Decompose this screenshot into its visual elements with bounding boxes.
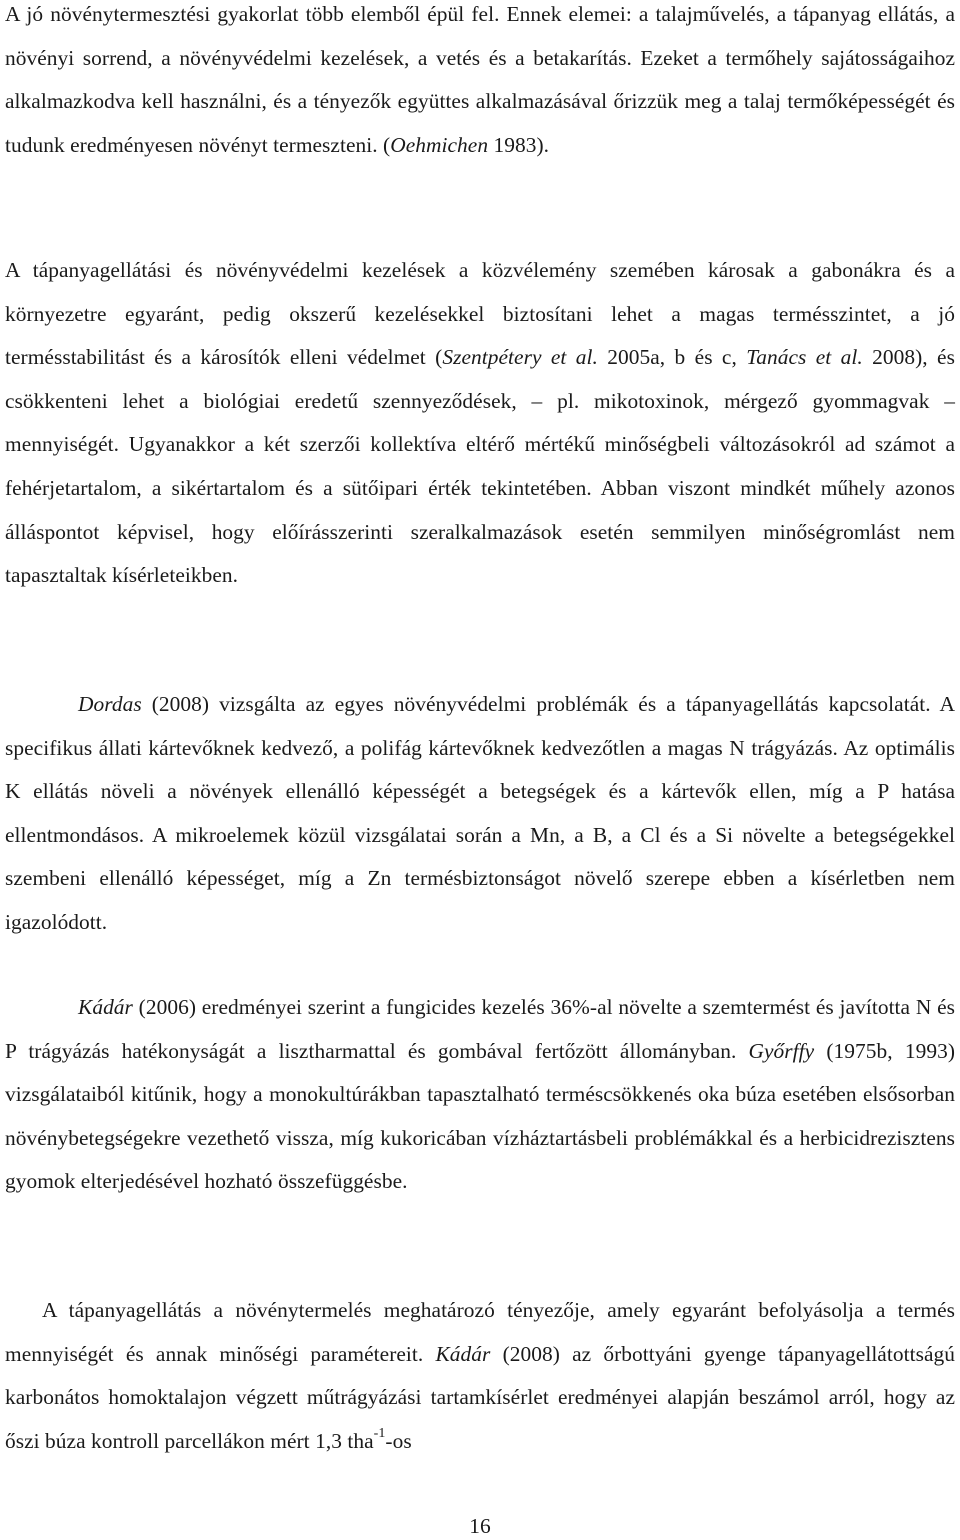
paragraph-dordas <box>5 683 955 945</box>
citation-author: Kádár <box>78 995 133 1019</box>
citation-author: Győrffy <box>748 1038 815 1063</box>
paragraph-good-crop-practice <box>5 0 955 167</box>
paragraph-text: A tápanyagellátás a növénytermelés meghatározó tényezője, amely egyaránt befolyásolja a termés mennyiségét és annak minőségi paramétereit. <box>5 1298 955 1366</box>
paragraph-text: (2006) eredményei szerint a fungicides kezelés 36%-al növelte a szemtermést és javította N és P trágyázás hatékonyságát a lisztharmattal és gombával fertőzött állományban. <box>5 995 955 1063</box>
paragraph-nutrient-plant-protection <box>5 249 955 598</box>
citation-author: Kádár <box>435 1341 491 1366</box>
paragraph-text: A tápanyagellátási és növényvédelmi kezelések a közvélemény szemében károsak a gabonákra és a környezetre egyaránt, pedig okszerű kezelésekkel biztosítani lehet a magas termésszintet, a jó termésstabilitást és a károsítók elleni védelmet ( <box>5 258 955 370</box>
citation-author: Szentpétery et al. <box>442 345 598 370</box>
paragraph-text: (1975b, 1993) vizsgálataiból kitűnik, hogy a monokultúrákban tapasztalható terméscsökkenés oka búza esetében elsősorban növénybetegségekre vezethető vissza, míg kukoricában vízháztartásbeli problémákkal és a herbicidrezisztens gyomok elterjedésével hozható összefüggésbe. <box>5 1038 955 1194</box>
citation-author: Tanács et al. <box>746 345 863 370</box>
paragraph-nutrient-supply <box>5 1289 955 1463</box>
citation-author: Dordas <box>78 692 142 716</box>
paragraph-text: 2008), és csökkenteni lehet a biológiai eredetű szennyeződések, – pl. mikotoxinok, mérgező gyommagvak – mennyiségét. Ugyanakkor a két szerzői kollektíva eltérő mértékű minőségbeli változásokról ad számot a fehérjetartalom, a sikértartalom és a sütőipari érték tekintetében. Abban viszont mindkét műhely azonos álláspontot képvisel, hogy előírásszerinti szeralkalmazások esetén semmilyen minőségromlást nem tapasztaltak kísérleteikben. <box>5 345 955 588</box>
unit-exponent: -1 <box>373 1425 386 1441</box>
paragraph-text: 1983). <box>488 132 550 157</box>
paragraph-kadar-gyorffy <box>5 986 955 1204</box>
citation-author: Oehmichen <box>390 132 489 157</box>
paragraph-text: A jó növénytermesztési gyakorlat több elemből épül fel. Ennek elemei: a talajművelés, a tápanyag ellátás, a növényi sorrend, a növényvédelmi kezelések, a vetés és a betakarítás. Ezeket a termőhely sajátosságaihoz alkalmazkodva kell használni, és a tényezők együttes alkalmazásával őrizzük meg a talaj termőképességét és tudunk eredményesen növényt termeszteni. ( <box>5 2 955 157</box>
paragraph-text: -os <box>385 1428 412 1453</box>
paragraph-text: 2005a, b és c, <box>597 345 747 370</box>
paragraph-text: (2008) vizsgálta az egyes növényvédelmi problémák és a tápanyagellátás kapcsolatát. A specifikus állati kártevőknek kedvező, a polifág kártevőknek kedvezőtlen a magas N trágyázás. Az optimális K ellátás növeli a növények ellenálló képességét a betegségek és a kártevők ellen, míg a P hatása ellentmondásos. A mikroelemek közül vizsgálatai során a Mn, a B, a Cl és a Si növelte a betegségekkel szembeni ellenálló képességet, míg a Zn termésbiztonságot növelő szerepe ebben a kísérletben nem igazolódott. <box>5 692 955 934</box>
paragraph-text: (2008) az őrbottyáni gyenge tápanyagellátottságú karbonátos homoktalajon végzett műtrágyázási tartamkísérlet eredményei alapján beszámol arról, hogy az őszi búza kontroll parcellákon mért 1,3 tha <box>5 1341 955 1453</box>
page-number: 16 <box>469 1514 491 1538</box>
